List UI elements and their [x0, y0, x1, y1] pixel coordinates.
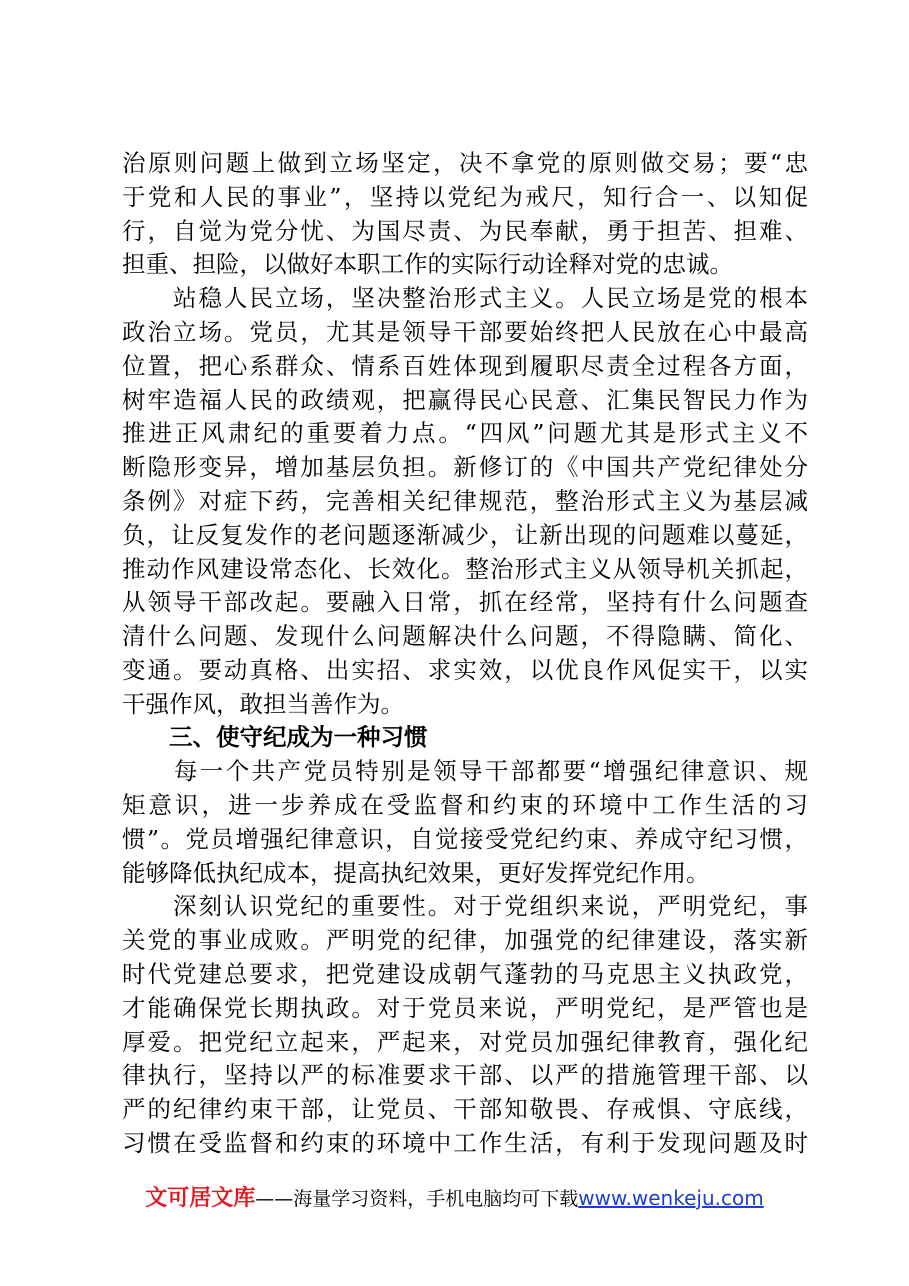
- paragraph-line: 断隐形变异，增加基层负担。新修订的《中国共产党纪律处分: [122, 453, 808, 481]
- paragraph-line: 习惯在受监督和约束的环境中工作生活，有利于发现问题及时: [122, 1129, 808, 1157]
- section-heading: 三、使守纪成为一种习惯: [122, 723, 428, 751]
- paragraph-line: 深刻认识党纪的重要性。对于党组织来说，严明党纪，事: [122, 892, 808, 920]
- paragraph-line: 担重、担险，以做好本职工作的实际行动诠释对党的忠诚。: [122, 250, 733, 278]
- paragraph-line: 能够降低执纪成本，提高执纪效果，更好发挥党纪作用。: [122, 859, 710, 887]
- paragraph-line: 从领导干部改起。要融入日常，抓在经常，坚持有什么问题查: [122, 588, 808, 616]
- paragraph-line: 于党和人民的事业”，坚持以党纪为戒尺，知行合一、以知促: [122, 183, 808, 211]
- paragraph-line: 才能确保党长期执政。对于党员来说，严明党纪，是严管也是: [122, 994, 808, 1022]
- footer-tagline: ——海量学习资料，手机电脑均可下载: [255, 1188, 579, 1210]
- paragraph-line: 清什么问题、发现什么问题解决什么问题，不得隐瞒、简化、: [122, 622, 808, 650]
- paragraph-line: 条例》对症下药，完善相关纪律规范，整治形式主义为基层减: [122, 487, 808, 515]
- website-link[interactable]: www.wenkeju.com: [578, 1186, 764, 1210]
- paragraph-line: 律执行，坚持以严的标准要求干部、以严的措施管理干部、以: [122, 1061, 808, 1089]
- paragraph-line: 负，让反复发作的老问题逐渐减少，让新出现的问题难以蔓延，: [122, 521, 808, 549]
- paragraph-line: 树牢造福人民的政绩观，把赢得民心民意、汇集民智民力作为: [122, 386, 808, 414]
- paragraph-line: 推动作风建设常态化、长效化。整治形式主义从领导机关抓起，: [122, 555, 808, 583]
- paragraph-line: 行，自觉为党分忧、为国尽责、为民奉献，勇于担苦、担难、: [122, 217, 808, 245]
- paragraph-line: 政治立场。党员，尤其是领导干部要始终把人民放在心中最高: [122, 318, 808, 346]
- paragraph-line: 推进正风肃纪的重要着力点。“四风”问题尤其是形式主义不: [122, 419, 808, 447]
- paragraph-line: 时代党建总要求，把党建设成朝气蓬勃的马克思主义执政党，: [122, 960, 808, 988]
- paragraph-line: 严的纪律约束干部，让党员、干部知敬畏、存戒惧、守底线，: [122, 1095, 808, 1123]
- paragraph-line: 厚爱。把党纪立起来，严起来，对党员加强纪律教育，强化纪: [122, 1028, 808, 1056]
- paragraph-line: 变通。要动真格、出实招、求实效，以优良作风促实干，以实: [122, 656, 808, 684]
- paragraph-line: 关党的事业成败。严明党的纪律，加强党的纪律建设，落实新: [122, 926, 808, 954]
- paragraph-line: 矩意识，进一步养成在受监督和约束的环境中工作生活的习: [122, 791, 808, 819]
- paragraph-line: 每一个共产党员特别是领导干部都要“增强纪律意识、规: [122, 757, 808, 785]
- paragraph-line: 站稳人民立场，坚决整治形式主义。人民立场是党的根本: [122, 284, 808, 312]
- footer-banner: [0, 1180, 909, 1216]
- paragraph-line: 位置，把心系群众、情系百姓体现到履职尽责全过程各方面，: [122, 352, 808, 380]
- paragraph-line: 治原则问题上做到立场坚定，决不拿党的原则做交易；要“忠: [122, 149, 808, 177]
- brand-name: 文可居文库: [145, 1186, 256, 1211]
- paragraph-line: 惯”。党员增强纪律意识，自觉接受党纪约束、养成守纪习惯，: [122, 825, 808, 853]
- paragraph-line: 干强作风，敢担当善作为。: [122, 690, 404, 718]
